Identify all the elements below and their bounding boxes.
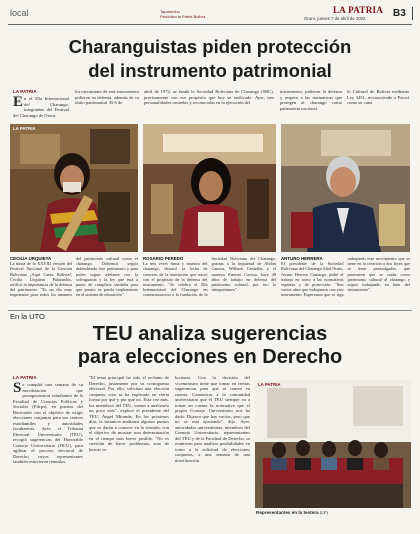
- photo-cecilia-illustration: [10, 124, 138, 252]
- dateline: Oruro, jueves 7 de abril de 2022: [304, 16, 366, 21]
- caption-rosario-text: La tres veces ñusta y maestra del charango, destacó la fecha de creación de la institución que nació con el propósito de la defensa del instrumento. "Se celebra el Día Internacional del Charango en conmemoración a la fundación de la Sociedad Boliviana del Charango, gracias a la inquietud de Abdón Camou, William Centellas y el maestro Ernesto Cavour, hace 49 años de trabajo en defensa del patrimonio cultural, por eso lo interpretamos".: [143, 256, 276, 298]
- caption-cecilia: [10, 256, 138, 308]
- article2-col3: luciones. Con la decisión del viceministro tiene que tomar en ciertas sugerencias para que se tomen en cuenta. Comunicar a la comunidad universitaria que el TEU siempre va a tomar en cuenta la normativa que el propio Consejo Universitario nos ha dado. Dijeron que hay vacíos, pero que no se está ajustando", dijo. Ayer, autoridades universitarias, miembros del Consejo Universitario, representantes del TEU y de la Facultad de Derecho, se reunieron para analizar posibilidades en torno a la solicitud de elecciones conjuntas, a una semana de una movilización.: [175, 375, 250, 463]
- photo-teu-illustration: [255, 380, 411, 508]
- caption-arturo-text: El presidente de la Sociedad Boliviana del Charango filial Oruro, Arturo Herrera Camargo, pidió el trabajo en torno a las normativas vigentes y de protección. "Son varios años que trabajamos con este instrumento. Esperemos que se siga trabajando este movimiento que se tiene en la creación a dos leyes que se tiene promulgadas, que promuven que se cuida como patrimonio cultural al charango y seguir trabajando en bien del instrumento".: [281, 256, 410, 298]
- paper-name: LA PATRIA: [333, 5, 384, 15]
- page-number-bar: [412, 7, 413, 20]
- photo-arturo-herrera: [281, 124, 410, 252]
- caption-cecilia-name: CECILIA URQUIETA: [10, 256, 52, 261]
- caption-cecilia-text: La ñusta de la XXVIII versión del Festival Nacional de la Canción Boliviana ¡Aquí Canta Bolivia!, Cecilia Urquieta Palazuelos, ratificó la importancia de la defensa del patrimonio. "Es un día muy importante para todos los amantes del patrimonio cultural como el charango. Debemos seguir defendiendo este patrimonio y para poder seguir adelante con la salvaguarda y la ley que está a punto de cumplirse también para que pronto se pueda implementar en el sistema de educación".: [10, 256, 138, 298]
- caption-arturo: [281, 256, 410, 308]
- article2-headline-line1: TEU analiza sugerencias: [92, 323, 328, 345]
- article2-headline-line2: para elecciones en Derecho: [77, 346, 343, 368]
- section-label-uto: En la UTO: [10, 312, 45, 321]
- section-label-local: local: [10, 8, 29, 18]
- article2-col2: "El tema principal ha sido el reclamo de Derecho, justamente por su cronograma electoral. Por ello, solicitan una elección conjunta, creo se ha explicado en cierta forma por qué y por qué no. Esta vez más, los miembros del TEU, vamos a analizarlo un poco más", explicó el presidente del TEU, Ángel Miranda. En los próximos días, la instancia analizará algunos puntos que se darán a conocer en la reunión, con el objetivo de mostrar una determinación en el tiempo más breve posible. "No es cuestión de hacer problemas, sino de buscar so-: [89, 375, 169, 452]
- page-number: B3: [393, 8, 406, 19]
- article1-col2: los ejecutantes de este instrumento pidieron su defensa, además de su título patrimonial. El 6 de: [75, 89, 139, 105]
- photo2-credit: LA PATRIA: [258, 382, 281, 387]
- article2-dropcap: S: [13, 382, 22, 396]
- photo-teu-caption-credit: (LP): [319, 510, 329, 515]
- article2-col1: [13, 382, 83, 528]
- photo-teu-meeting: [255, 380, 411, 508]
- photo-teu-caption-text: Representantes en la testera: [256, 510, 319, 515]
- photo-cecilia-urquieta: [10, 124, 138, 252]
- article1-col1-text: n el Día Internacional del Charango, integrantes del Festival del Charango de Oruro,: [13, 96, 69, 118]
- caption-rosario-name: ROSARIO PEREDO: [143, 256, 184, 261]
- article1-headline-line2: del instrumento patrimonial: [88, 60, 332, 81]
- masthead-small-1: Tapatrecho: [160, 9, 180, 14]
- photo-arturo-illustration: [281, 124, 410, 252]
- article1-dropcap: E: [13, 96, 24, 110]
- photo-rosario-illustration: [143, 124, 276, 252]
- article1-col4: instrumento, pidieron la defensa y respeto a las normativas que protegen al charango como patrimonio nacional.: [280, 89, 342, 111]
- photo-rosario-peredo: [143, 124, 276, 252]
- caption-rosario: [143, 256, 276, 308]
- article1-kicker: LA PATRIA: [13, 89, 37, 94]
- article2-col1-text: e cumplió una semana de su movilización que protagonizaron estudiantes de la Facultad de Ciencias Políticas y Sociales (Fdcps), en puertas del Rectorado con el objetivo de exigir elecciones conjuntas para sus centros estudiantiles y autoridades facultativas. Ayer, el Tribunal Electoral Universitario (TEU), recogió sugerencias del Honorable Consejo Universitario (HCU), para agilizar el proceso electoral de Derecho, cuyos representantes también estuvieron reunidos.: [13, 382, 83, 464]
- header-rule: [8, 24, 412, 25]
- masthead-small-2: Periódico la Patria Bolivia: [160, 14, 206, 19]
- article1-headline-line1: Charanguistas piden protección: [68, 36, 352, 57]
- caption-arturo-name: ARTURO HERRERA: [281, 256, 323, 261]
- article2-kicker: LA PATRIA: [13, 375, 37, 380]
- photo-teu-caption: [256, 510, 412, 515]
- article1-col5: lo Cultural de Bolivia mediante Ley 3451, reconociendo a Potosí como su cuna: [347, 89, 409, 105]
- article1-col1: [13, 96, 69, 122]
- article1-col3: abril de 1972, se fundó la Sociedad Boliviana de Charango (SBC), precisamente con ese propósito que hoy se ratificado. Ayer, tres personalidades orureñas y reconocidas en la ejecución del: [144, 89, 274, 105]
- photo1-credit: LA PATRIA: [13, 126, 36, 131]
- section-divider-rule: [8, 310, 412, 311]
